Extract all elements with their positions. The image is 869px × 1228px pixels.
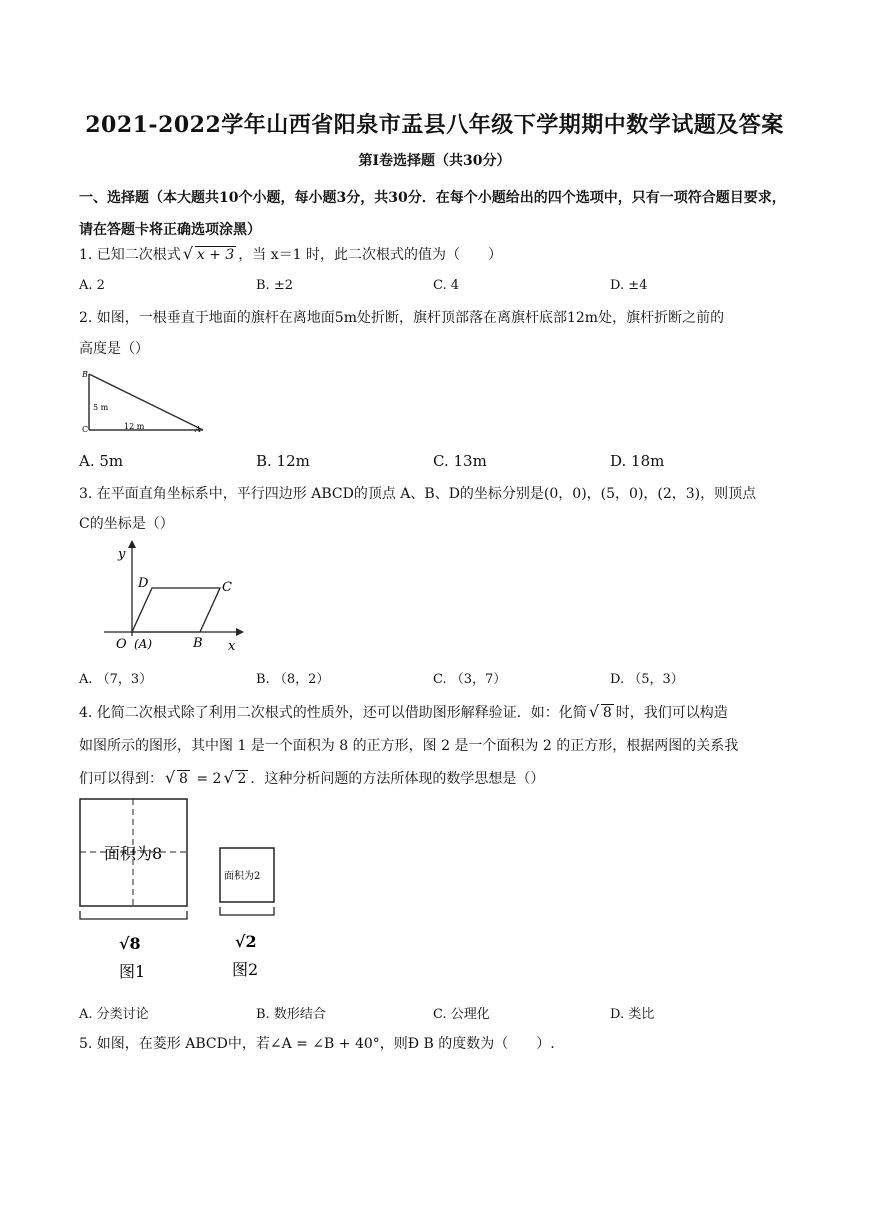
q4-eq-rhs: 2: [237, 771, 247, 787]
q4-eq-lhs-radical: [165, 770, 190, 787]
q4-eq-rhs-radical: [223, 770, 248, 787]
fig1-area-label: 面积为8: [104, 844, 163, 863]
side-label-5m: 5 m: [93, 403, 109, 412]
vertex-a-label: A: [195, 425, 201, 434]
y-axis-label: y: [118, 547, 126, 562]
fig2-area-label: 面积为2: [224, 871, 261, 882]
q1-option-b: B. ±2: [256, 278, 293, 293]
q2-option-b: B. 12m: [256, 452, 310, 470]
q4-line-1-suffix: 时，我们可以构造: [615, 705, 728, 721]
q4-option-c: C. 公理化: [433, 1007, 490, 1022]
q2-line-1: 2. 如图，一根垂直于地面的旗杆在离地面5m处折断，旗杆顶部落在离旗杆底部12m处，旗杆折断之前的: [79, 310, 725, 326]
question-1: [79, 244, 502, 264]
origin-o-label: O: [116, 637, 127, 652]
q4-eq-mid: = 2: [191, 771, 222, 787]
vertex-b-label: B: [82, 370, 88, 379]
q3-option-a: A. （7，3）: [79, 672, 153, 687]
q1-radicand: x + 3: [196, 247, 235, 263]
q1-radical: [183, 246, 236, 263]
fig2-width-label: √2: [235, 932, 257, 951]
fig1-width-label: √8: [119, 934, 141, 953]
q4-line-3-prefix: 们可以得到：: [79, 771, 163, 787]
q1-prefix: 1. 已知二次根式: [79, 247, 181, 263]
page-title: 2021-2022学年山西省阳泉市盂县八年级下学期期中数学试题及答案: [85, 112, 784, 138]
q1-suffix: ，当 x＝1 时，此二次根式的值为（ ）: [238, 247, 502, 263]
q4-line-3: [79, 768, 544, 788]
q3-line-1: 3. 在平面直角坐标系中，平行四边形 ABCD的顶点 A、B、D的坐标分别是(0，0)，(5，0)，(2，3)，则顶点: [79, 486, 757, 502]
vertex-c-label: C: [82, 425, 89, 434]
q2-option-a: A. 5m: [79, 452, 124, 470]
q4-line-1: [79, 702, 728, 722]
vertex-c-label: C: [222, 580, 232, 595]
q3-option-c: C. （3，7）: [433, 672, 507, 687]
q3-line-2: C的坐标是（）: [79, 516, 174, 532]
q4-option-d: D. 类比: [610, 1007, 655, 1022]
q4-radical-8: [589, 704, 614, 721]
q1-option-c: C. 4: [433, 278, 460, 293]
question-5: 5. 如图，在菱形 ABCD中，若∠A = ∠B + 40°，则Ð B 的度数为（ ）.: [79, 1036, 555, 1052]
vertex-b-label: B: [193, 636, 203, 651]
q3-option-b: B. （8，2）: [256, 672, 330, 687]
section-heading: 一、选择题（本大题共10个小题，每小题3分，共30分．在每个小题给出的四个选项中，只有一项符合题目要求，请在答题卡将正确选项涂黑）: [79, 190, 786, 238]
q4-line-3-suffix: ．这种分析问题的方法所体现的数学思想是（）: [250, 771, 545, 787]
base-label-12m: 12 m: [124, 422, 145, 431]
vertex-d-label: D: [138, 576, 149, 591]
q2-option-d: D. 18m: [610, 452, 665, 470]
square-figures: [74, 795, 294, 990]
q4-line-2: 如图所示的图形，其中图 1 是一个面积为 8 的正方形，图 2 是一个面积为 2 的正方形，根据两图的关系我: [79, 738, 739, 754]
q4-line-1-prefix: 4. 化简二次根式除了利用二次根式的性质外，还可以借助图形解释验证．如：化简: [79, 705, 587, 721]
q4-option-b: B. 数形结合: [256, 1007, 326, 1022]
q4-eq-lhs: 8: [179, 771, 188, 787]
q1-option-d: D. ±4: [610, 278, 648, 293]
parallelogram-coordinate-figure: [100, 538, 250, 656]
q2-option-c: C. 13m: [433, 452, 487, 470]
q4-option-a: A. 分类讨论: [79, 1007, 149, 1022]
q2-line-2: 高度是（）: [79, 341, 149, 357]
x-axis-label: x: [228, 639, 236, 654]
section-subtitle: 第Ⅰ卷选择题（共30分）: [358, 153, 511, 169]
vertex-a-label: (A): [134, 637, 153, 651]
fig2-caption: 图2: [232, 960, 259, 979]
q4-radicand-8: 8: [602, 705, 612, 721]
fig1-caption: 图1: [119, 962, 146, 981]
flagpole-triangle-figure: [79, 366, 214, 436]
q3-option-d: D. （5，3）: [610, 672, 684, 687]
q1-option-a: A. 2: [79, 278, 105, 293]
